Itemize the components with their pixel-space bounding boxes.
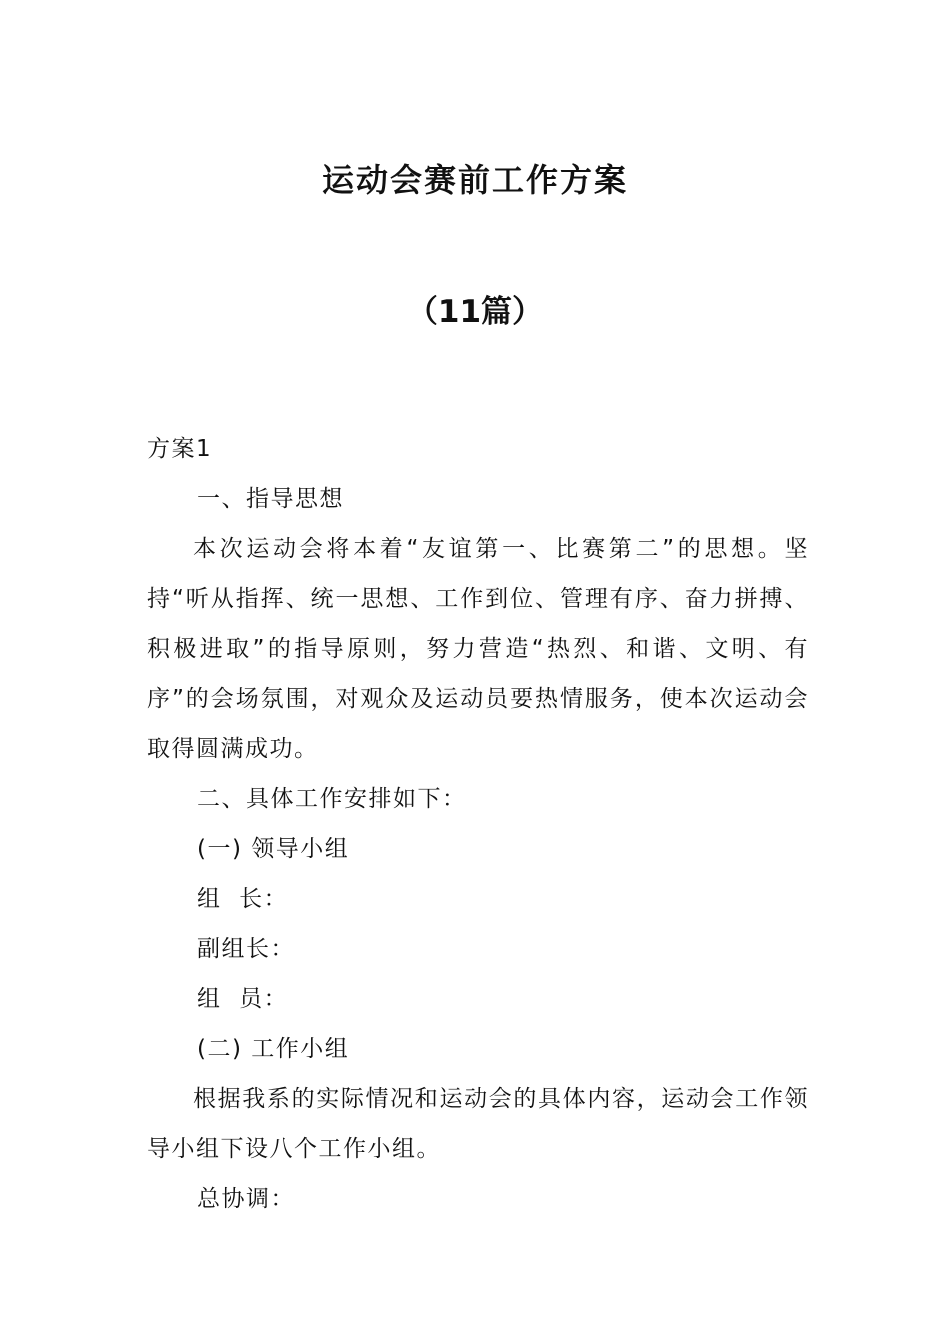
subheading-leadership-group: (一) 领导小组 <box>197 836 350 862</box>
section-label: 方案1 <box>147 436 213 462</box>
paragraph-work-groups: 根据我系的实际情况和运动会的具体内容，运动会工作领导小组下设八个工作小组。 <box>147 1086 809 1162</box>
heading-guiding-ideology: 一、指导思想 <box>197 486 344 512</box>
document-subtitle: （11篇） <box>406 294 544 330</box>
document-body <box>147 424 809 1224</box>
leader-line: 组 长： <box>197 886 289 912</box>
members-line: 组 员： <box>197 986 289 1012</box>
paragraph-guiding-principles: 本次运动会将本着“友谊第一、比赛第二”的思想。坚持“听从指挥、统一思想、工作到位、管理有序、奋力拼搏、积极进取”的指导原则，努力营造“热烈、和谐、文明、有序”的会场氛围，对观众及运动员要热情服务，使本次运动会取得圆满成功。 <box>147 536 809 762</box>
subheading-work-group: (二) 工作小组 <box>197 1036 350 1062</box>
heading-work-arrangement: 二、具体工作安排如下： <box>197 786 467 812</box>
coordinator-line: 总协调： <box>197 1186 295 1212</box>
vice-leader-line: 副组长： <box>197 936 295 962</box>
document-title: 运动会赛前工作方案 <box>321 161 628 199</box>
